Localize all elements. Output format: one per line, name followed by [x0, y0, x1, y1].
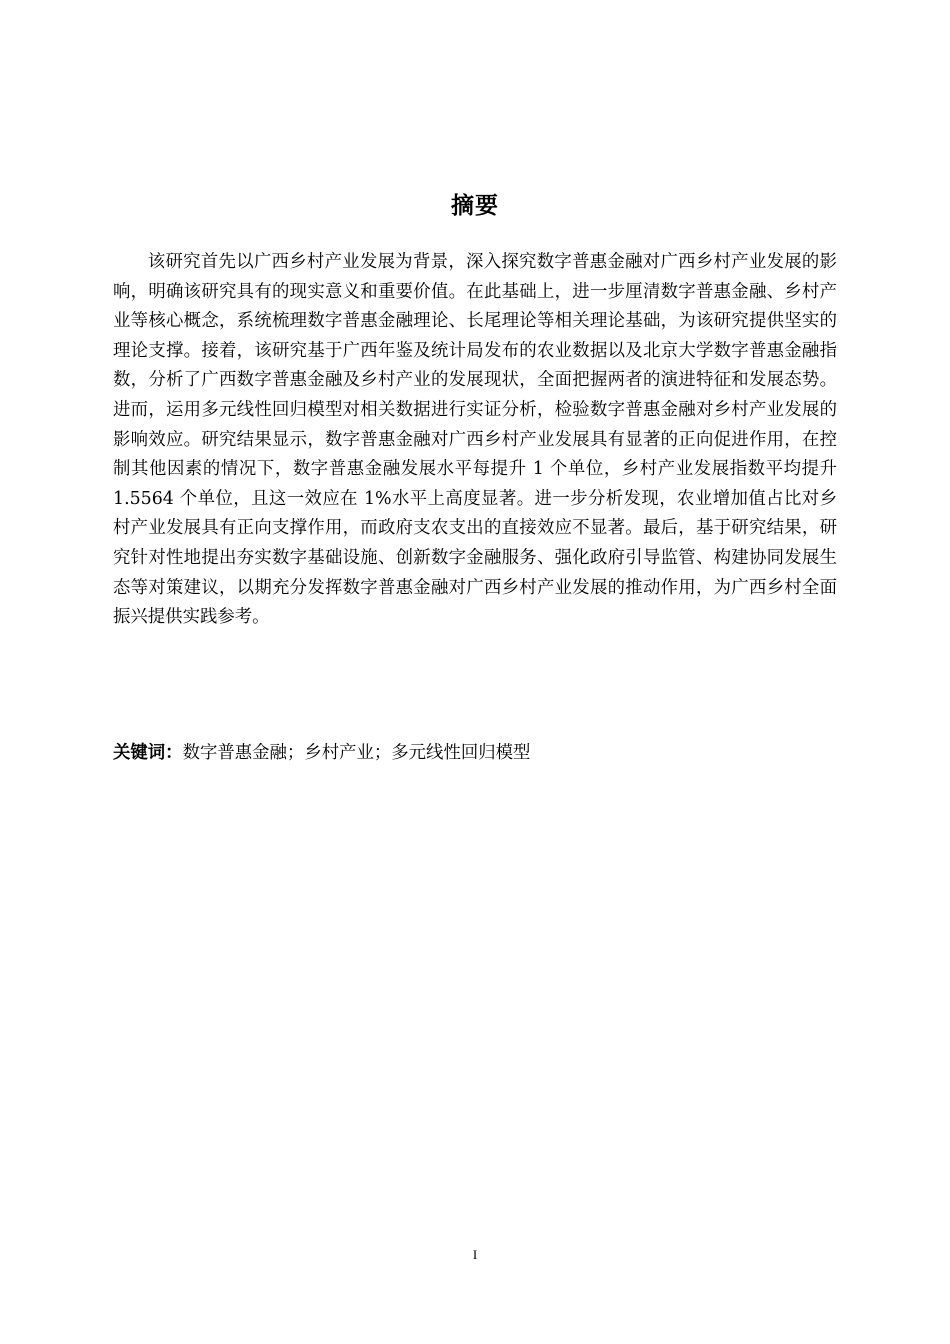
keywords-line	[113, 738, 837, 768]
keywords-text: 数字普惠金融；乡村产业；多元线性回归模型	[182, 743, 531, 763]
keywords-label: 关键词：	[113, 743, 183, 763]
page-number: I	[472, 1247, 478, 1262]
page-title: 摘要	[451, 193, 499, 219]
abstract-paragraph: 该研究首先以广西乡村产业发展为背景，深入探究数字普惠金融对广西乡村产业发展的影响，明确该研究具有的现实意义和重要价值。在此基础上，进一步厘清数字普惠金融、乡村产业等核心概念，系统梳理数字普惠金融理论、长尾理论等相关理论基础，为该研究提供坚实的理论支撑。接着，该研究基于广西年鉴及统计局发布的农业数据以及北京大学数字普惠金融指数，分析了广西数字普惠金融及乡村产业的发展现状，全面把握两者的演进特征和发展态势。进而，运用多元线性回归模型对相关数据进行实证分析，检验数字普惠金融对乡村产业发展的影响效应。研究结果显示，数字普惠金融对广西乡村产业发展具有显著的正向促进作用，在控制其他因素的情况下，数字普惠金融发展水平每提升 1 个单位，乡村产业发展指数平均提升 1.5564 个单位，且这一效应在 1%水平上高度显著。进一步分析发现，农业增加值占比对乡村产业发展具有正向支撑作用，而政府支农支出的直接效应不显著。最后，基于研究结果，研究针对性地提出夯实数字基础设施、创新数字金融服务、强化政府引导监管、构建协同发展生态等对策建议，以期充分发挥数字普惠金融对广西乡村产业发展的推动作用，为广西乡村全面振兴提供实践参考。	[113, 252, 837, 628]
